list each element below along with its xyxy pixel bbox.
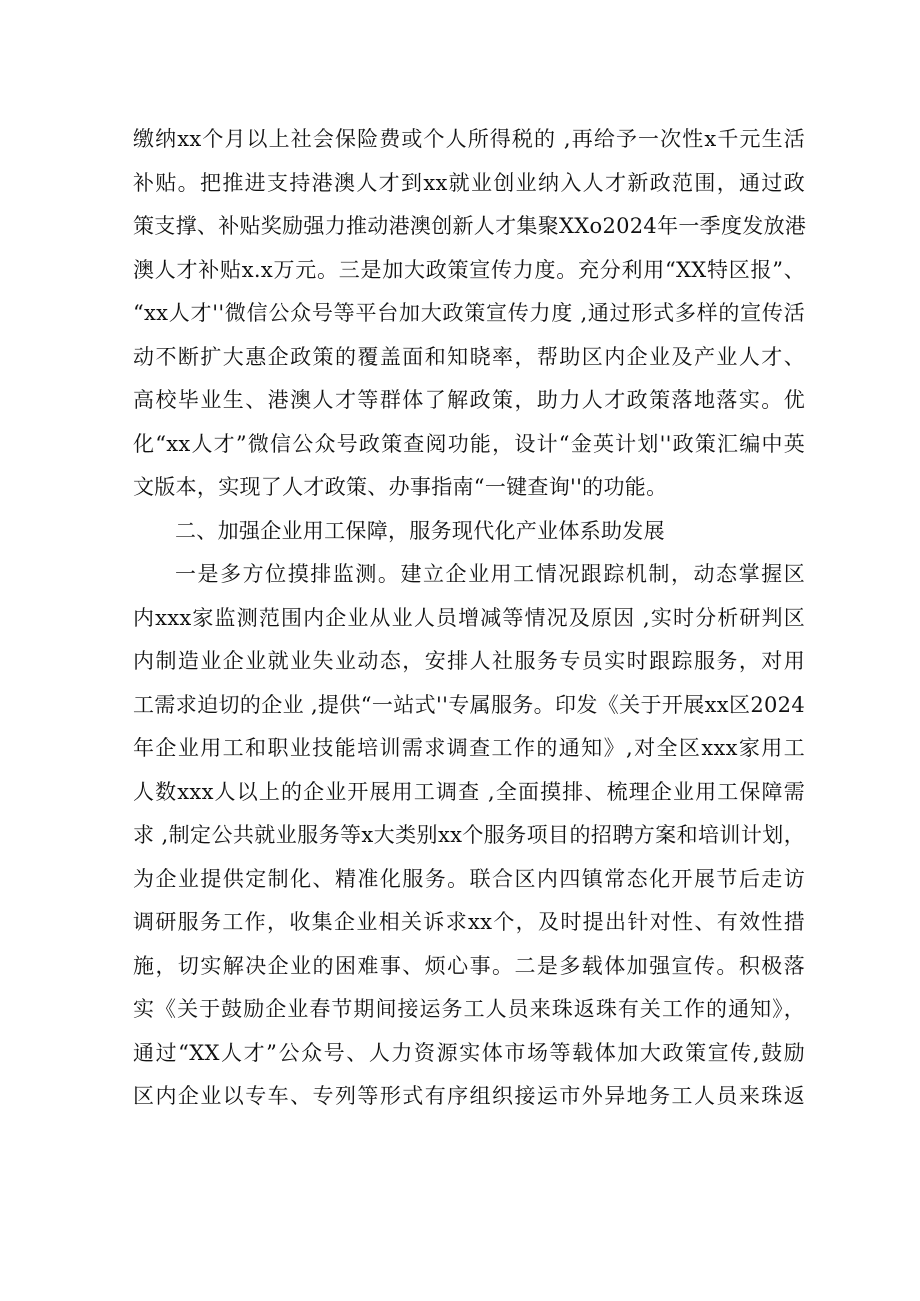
text-line: 人数xxx人以上的企业开展用工调查 ,全面摸排、梳理企业用工保障需 (133, 779, 805, 804)
text-line: 文版本，实现了人才政策、办事指南“一键查询''的功能。 (133, 475, 668, 499)
section-heading: 二、加强企业用工保障，服务现代化产业体系助发展 (175, 518, 665, 543)
text-line: 化“xx人才”微信公众号政策查阅功能，设计“金英计划''政策汇编中英 (133, 431, 805, 456)
text-line: 内xxx家监测范围内企业从业人员增减等情况及原因 ,实时分析研判区 (133, 605, 805, 630)
text-line: 策支撑、补贴奖励强力推动港澳创新人才集聚XXo2024年一季度发放港 (133, 214, 807, 238)
paragraph-1 (133, 118, 805, 510)
text-line: 实《关于鼓励企业春节期间接运务工人员来珠返珠有关工作的通知》， (133, 997, 805, 1021)
text-line: 补贴。把推进支持港澳人才到xx就业创业纳入人才新政范围，通过政 (133, 170, 805, 195)
text-line: 区内企业以专车、专列等形式有序组织接运市外异地务工人员来珠返 (133, 1084, 805, 1108)
text-line: 一是多方位摸排监测。建立企业用工情况跟踪机制，动态掌握区 (175, 562, 805, 586)
text-line: 动不断扩大惠企政策的覆盖面和知晓率，帮助区内企业及产业人才、 (133, 344, 805, 369)
text-line: 调研服务工作，收集企业相关诉求xx个，及时提出针对性、有效性措 (133, 910, 805, 934)
text-line: 通过“XX人才”公众号、人力资源实体市场等载体加大政策宣传,鼓励 (133, 1040, 805, 1065)
text-line: 为企业提供定制化、精准化服务。联合区内四镇常态化开展节后走访 (133, 866, 805, 891)
paragraph-2 (133, 553, 805, 1119)
text-line: 内制造业企业就业失业动态，安排人社服务专员实时跟踪服务，对用 (133, 649, 805, 673)
text-line: 澳人才补贴x.x万元。三是加大政策宣传力度。充分利用“XX特区报”、 (133, 257, 805, 282)
text-line: 年企业用工和职业技能培训需求调查工作的通知》,对全区xxx家用工 (133, 736, 805, 760)
text-line: 工需求迫切的企业 ,提供“一站式''专属服务。印发《关于开展xx区2024 (133, 692, 805, 717)
text-line: 缴纳xx个月以上社会保险费或个人所得税的 ,再给予一次性x千元生活 (133, 127, 805, 151)
text-line: 求 ,制定公共就业服务等x大类别xx个服务项目的招聘方案和培训计划， (133, 823, 805, 847)
text-line: “xx人才''微信公众号等平台加大政策宣传力度 ,通过形式多样的宣传活 (133, 301, 805, 325)
text-line: 施，切实解决企业的困难事、烦心事。二是多载体加强宣传。积极落 (133, 953, 805, 978)
text-line: 高校毕业生、港澳人才等群体了解政策，助力人才政策落地落实。优 (133, 388, 805, 412)
document-page (133, 118, 805, 1119)
